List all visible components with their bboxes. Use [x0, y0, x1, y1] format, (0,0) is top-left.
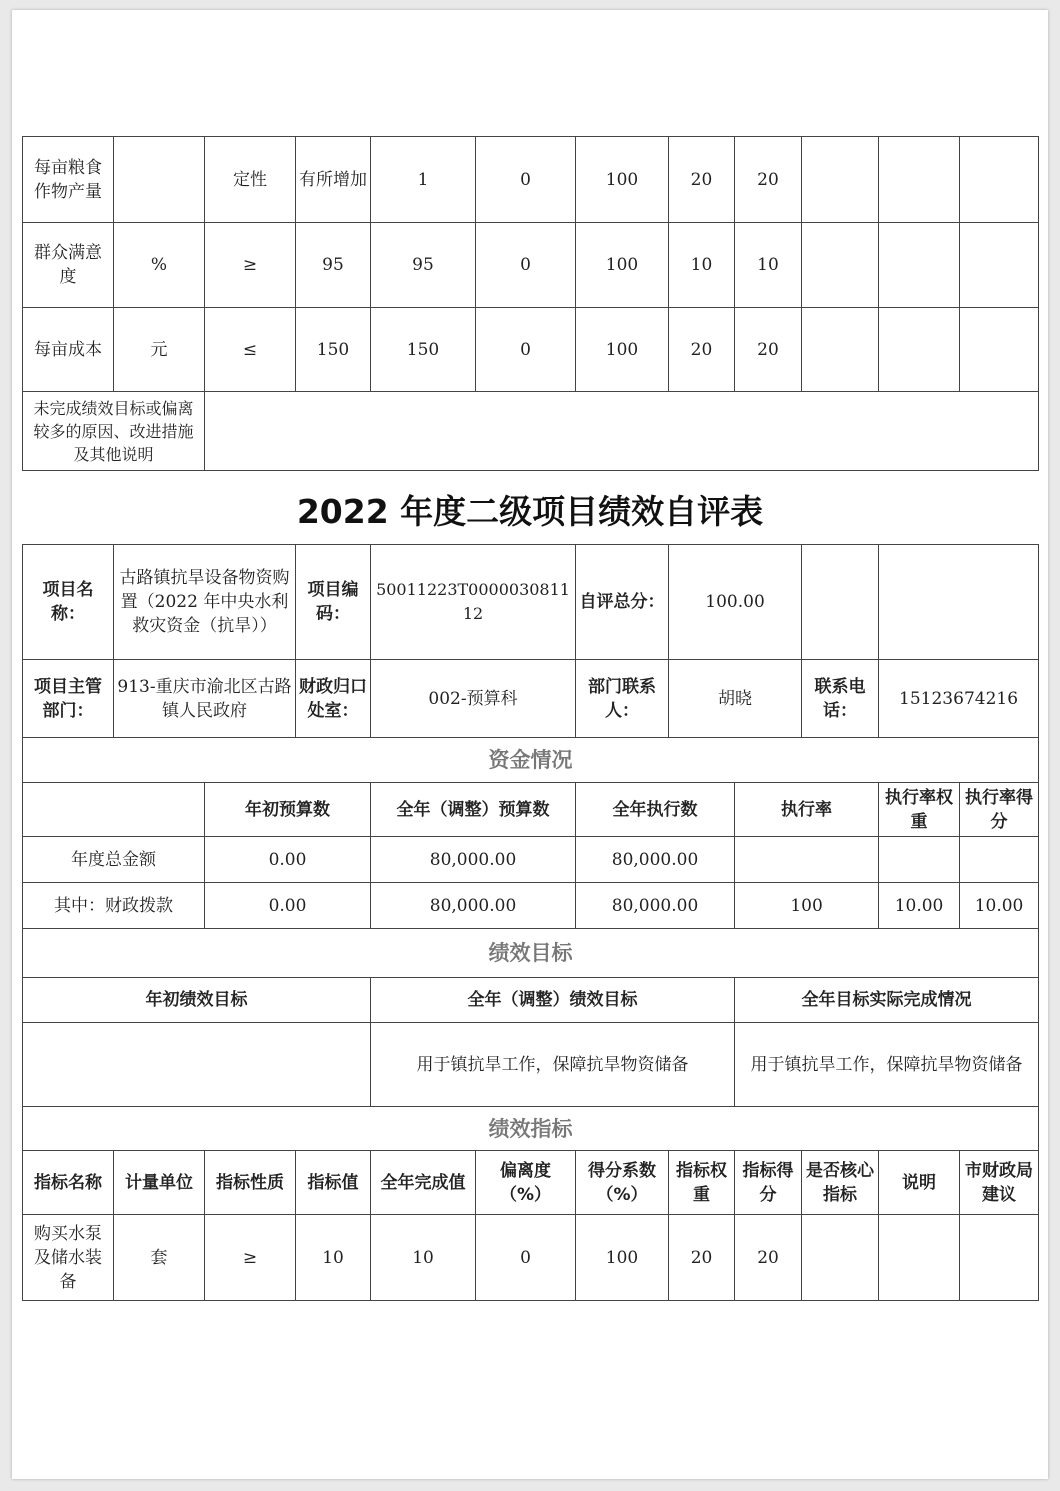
coefficient-cell: 100 — [576, 137, 669, 223]
column-header: 执行率权重 — [879, 783, 960, 837]
self-score-value: 100.00 — [669, 545, 802, 660]
remark-cell — [879, 1215, 960, 1301]
column-header: 全年目标实际完成情况 — [735, 978, 1039, 1023]
amount-cell: 80,000.00 — [576, 883, 735, 929]
score-cell: 10.00 — [960, 883, 1039, 929]
row-label: 年度总金额 — [23, 837, 205, 883]
weight-cell: 10 — [669, 223, 735, 308]
core-cell — [802, 223, 879, 308]
column-header: 执行率得分 — [960, 783, 1039, 837]
unit-cell: 套 — [114, 1215, 205, 1301]
table-row — [23, 137, 1039, 223]
nature-cell: ≥ — [205, 223, 296, 308]
score-cell: 20 — [735, 137, 802, 223]
actual-cell: 1 — [371, 137, 476, 223]
section-row — [23, 1107, 1039, 1151]
coefficient-cell: 100 — [576, 223, 669, 308]
remark-cell — [879, 137, 960, 223]
amount-cell: 0.00 — [205, 837, 371, 883]
column-header: 市财政局建议 — [960, 1151, 1039, 1215]
phone-value: 15123674216 — [879, 660, 1039, 738]
finance-office-value: 002-预算科 — [371, 660, 576, 738]
department-label: 项目主管部门： — [23, 660, 114, 738]
remark-cell — [879, 223, 960, 308]
table-row — [23, 1215, 1039, 1301]
nature-cell: ≤ — [205, 308, 296, 392]
table-row — [23, 308, 1039, 392]
self-evaluation-table — [22, 544, 1039, 1301]
table-row — [23, 837, 1039, 883]
project-name-value: 古路镇抗旱设备物资购置（2022 年中央水利救灾资金（抗旱）） — [114, 545, 296, 660]
note-row — [23, 392, 1039, 471]
column-header: 指标得分 — [735, 1151, 802, 1215]
deviation-cell: 0 — [476, 223, 576, 308]
column-header: 执行率 — [735, 783, 879, 837]
initial-goal — [23, 1023, 371, 1107]
section-row — [23, 929, 1039, 978]
goals-section-title: 绩效目标 — [23, 929, 1039, 978]
adjusted-goal: 用于镇抗旱工作，保障抗旱物资储备 — [371, 1023, 735, 1107]
remark-cell — [879, 308, 960, 392]
score-cell: 20 — [735, 1215, 802, 1301]
project-code-value: 50011223T000003081112 — [371, 545, 576, 660]
deviation-cell: 0 — [476, 308, 576, 392]
nature-cell: 定性 — [205, 137, 296, 223]
score-cell — [960, 837, 1039, 883]
empty-cell — [879, 545, 1039, 660]
amount-cell: 80,000.00 — [371, 883, 576, 929]
suggestion-cell — [960, 308, 1039, 392]
page-title: 2022 年度二级项目绩效自评表 — [296, 492, 764, 531]
goals-header-row — [23, 978, 1039, 1023]
target-cell: 有所增加 — [296, 137, 371, 223]
phone-label: 联系电话： — [802, 660, 879, 738]
column-header: 全年（调整）绩效目标 — [371, 978, 735, 1023]
weight-cell — [879, 837, 960, 883]
column-header: 指标性质 — [205, 1151, 296, 1215]
unit-cell — [114, 137, 205, 223]
deviation-cell: 0 — [476, 137, 576, 223]
weight-cell: 20 — [669, 1215, 735, 1301]
core-cell — [802, 1215, 879, 1301]
nature-cell: ≥ — [205, 1215, 296, 1301]
deviation-cell: 0 — [476, 1215, 576, 1301]
actual-cell: 95 — [371, 223, 476, 308]
column-header: 指标权重 — [669, 1151, 735, 1215]
column-header: 年初预算数 — [205, 783, 371, 837]
empty-cell — [23, 783, 205, 837]
suggestion-cell — [960, 223, 1039, 308]
row-label: 其中：财政拨款 — [23, 883, 205, 929]
funds-header-row — [23, 783, 1039, 837]
column-header: 得分系数（%） — [576, 1151, 669, 1215]
indicator-name: 每亩成本 — [23, 308, 114, 392]
coefficient-cell: 100 — [576, 308, 669, 392]
suggestion-cell — [960, 1215, 1039, 1301]
column-header: 全年（调整）预算数 — [371, 783, 576, 837]
table-row — [23, 223, 1039, 308]
department-value: 913-重庆市渝北区古路镇人民政府 — [114, 660, 296, 738]
amount-cell: 0.00 — [205, 883, 371, 929]
column-header: 指标值 — [296, 1151, 371, 1215]
target-cell: 95 — [296, 223, 371, 308]
contact-value: 胡晓 — [669, 660, 802, 738]
note-value — [205, 392, 1039, 471]
score-cell: 10 — [735, 223, 802, 308]
contact-label: 部门联系人： — [576, 660, 669, 738]
column-header: 年初绩效目标 — [23, 978, 371, 1023]
target-cell: 150 — [296, 308, 371, 392]
funds-section-title: 资金情况 — [23, 738, 1039, 783]
actual-cell: 10 — [371, 1215, 476, 1301]
weight-cell: 10.00 — [879, 883, 960, 929]
score-cell: 20 — [735, 308, 802, 392]
indicators-section-title: 绩效指标 — [23, 1107, 1039, 1151]
unit-cell: % — [114, 223, 205, 308]
project-name-label: 项目名称： — [23, 545, 114, 660]
core-cell — [802, 308, 879, 392]
table-row — [23, 883, 1039, 929]
column-header: 是否核心指标 — [802, 1151, 879, 1215]
note-label: 未完成绩效目标或偏离较多的原因、改进措施及其他说明 — [23, 392, 205, 471]
actual-completion: 用于镇抗旱工作，保障抗旱物资储备 — [735, 1023, 1039, 1107]
column-header: 指标名称 — [23, 1151, 114, 1215]
actual-cell: 150 — [371, 308, 476, 392]
weight-cell: 20 — [669, 308, 735, 392]
indicators-header-row — [23, 1151, 1039, 1215]
unit-cell: 元 — [114, 308, 205, 392]
rate-cell: 100 — [735, 883, 879, 929]
amount-cell: 80,000.00 — [576, 837, 735, 883]
project-code-label: 项目编码： — [296, 545, 371, 660]
target-cell: 10 — [296, 1215, 371, 1301]
weight-cell: 20 — [669, 137, 735, 223]
goals-row — [23, 1023, 1039, 1107]
info-row — [23, 660, 1039, 738]
indicator-name: 群众满意度 — [23, 223, 114, 308]
finance-office-label: 财政归口处室： — [296, 660, 371, 738]
column-header: 说明 — [879, 1151, 960, 1215]
column-header: 计量单位 — [114, 1151, 205, 1215]
column-header: 全年完成值 — [371, 1151, 476, 1215]
info-row — [23, 545, 1039, 660]
suggestion-cell — [960, 137, 1039, 223]
section-row — [23, 738, 1039, 783]
amount-cell: 80,000.00 — [371, 837, 576, 883]
rate-cell — [735, 837, 879, 883]
indicator-table-continued — [22, 136, 1039, 471]
indicator-name: 每亩粮食作物产量 — [23, 137, 114, 223]
self-score-label: 自评总分： — [576, 545, 669, 660]
column-header: 偏离度（%） — [476, 1151, 576, 1215]
column-header: 全年执行数 — [576, 783, 735, 837]
indicator-name: 购买水泵及储水装备 — [23, 1215, 114, 1301]
document-page — [12, 10, 1048, 1479]
empty-cell — [802, 545, 879, 660]
core-cell — [802, 137, 879, 223]
coefficient-cell: 100 — [576, 1215, 669, 1301]
